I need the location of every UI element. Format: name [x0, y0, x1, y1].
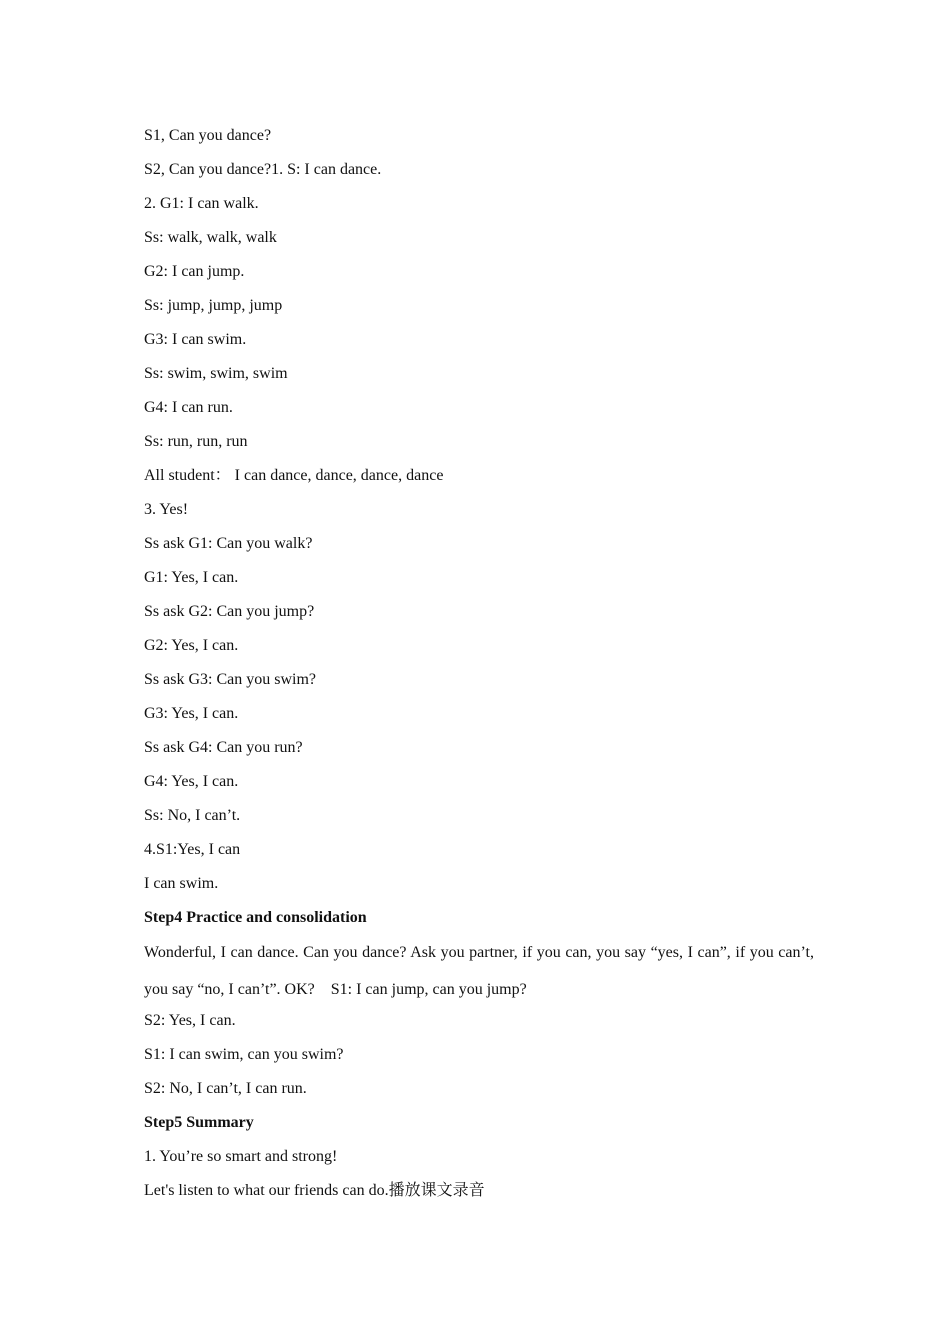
dialogue-line: 4.S1:Yes, I can — [144, 841, 241, 858]
dialogue-line: G1: Yes, I can. — [144, 569, 239, 586]
dialogue-line: 3. Yes! — [144, 501, 189, 518]
dialogue-line: S2, Can you dance?1. S: I can dance. — [144, 161, 382, 178]
dialogue-line: I can swim. — [144, 875, 219, 892]
dialogue-line: G3: I can swim. — [144, 331, 247, 348]
dialogue-line: Ss: run, run, run — [144, 433, 248, 450]
dialogue-line: S1: I can swim, can you swim? — [144, 1046, 344, 1063]
dialogue-line: G2: I can jump. — [144, 263, 245, 280]
dialogue-line: Ss: No, I can’t. — [144, 807, 241, 824]
dialogue-line: G4: Yes, I can. — [144, 773, 239, 790]
dialogue-line: G2: Yes, I can. — [144, 637, 239, 654]
dialogue-line: S2: No, I can’t, I can run. — [144, 1080, 307, 1097]
dialogue-line: 2. G1: I can walk. — [144, 195, 259, 212]
document-body — [144, 125, 814, 1214]
dialogue-line: G3: Yes, I can. — [144, 705, 239, 722]
step5-heading: Step5 Summary — [144, 1114, 254, 1131]
step4-paragraph: Wonderful, I can dance. Can you dance? Ask you partner, if you can, you say “yes, I can”, if you can’t, you say “no, I can’t”. OK? S1: I can jump, can you jump? — [144, 944, 814, 998]
dialogue-line: Ss ask G1: Can you walk? — [144, 535, 313, 552]
dialogue-line: All student： I can dance, dance, dance, dance — [144, 467, 444, 484]
dialogue-line: Ss: swim, swim, swim — [144, 365, 288, 382]
summary-line: 1. You’re so smart and strong! — [144, 1148, 338, 1165]
dialogue-line: S1, Can you dance? — [144, 127, 272, 144]
step4-heading: Step4 Practice and consolidation — [144, 909, 367, 926]
dialogue-line: Ss ask G4: Can you run? — [144, 739, 303, 756]
dialogue-line: Ss ask G2: Can you jump? — [144, 603, 315, 620]
summary-line: Let's listen to what our friends can do.播放课文录音 — [144, 1182, 485, 1199]
dialogue-line: G4: I can run. — [144, 399, 233, 416]
dialogue-line: Ss: walk, walk, walk — [144, 229, 277, 246]
dialogue-line: S2: Yes, I can. — [144, 1012, 236, 1029]
dialogue-line: Ss ask G3: Can you swim? — [144, 671, 316, 688]
dialogue-line: Ss: jump, jump, jump — [144, 297, 283, 314]
